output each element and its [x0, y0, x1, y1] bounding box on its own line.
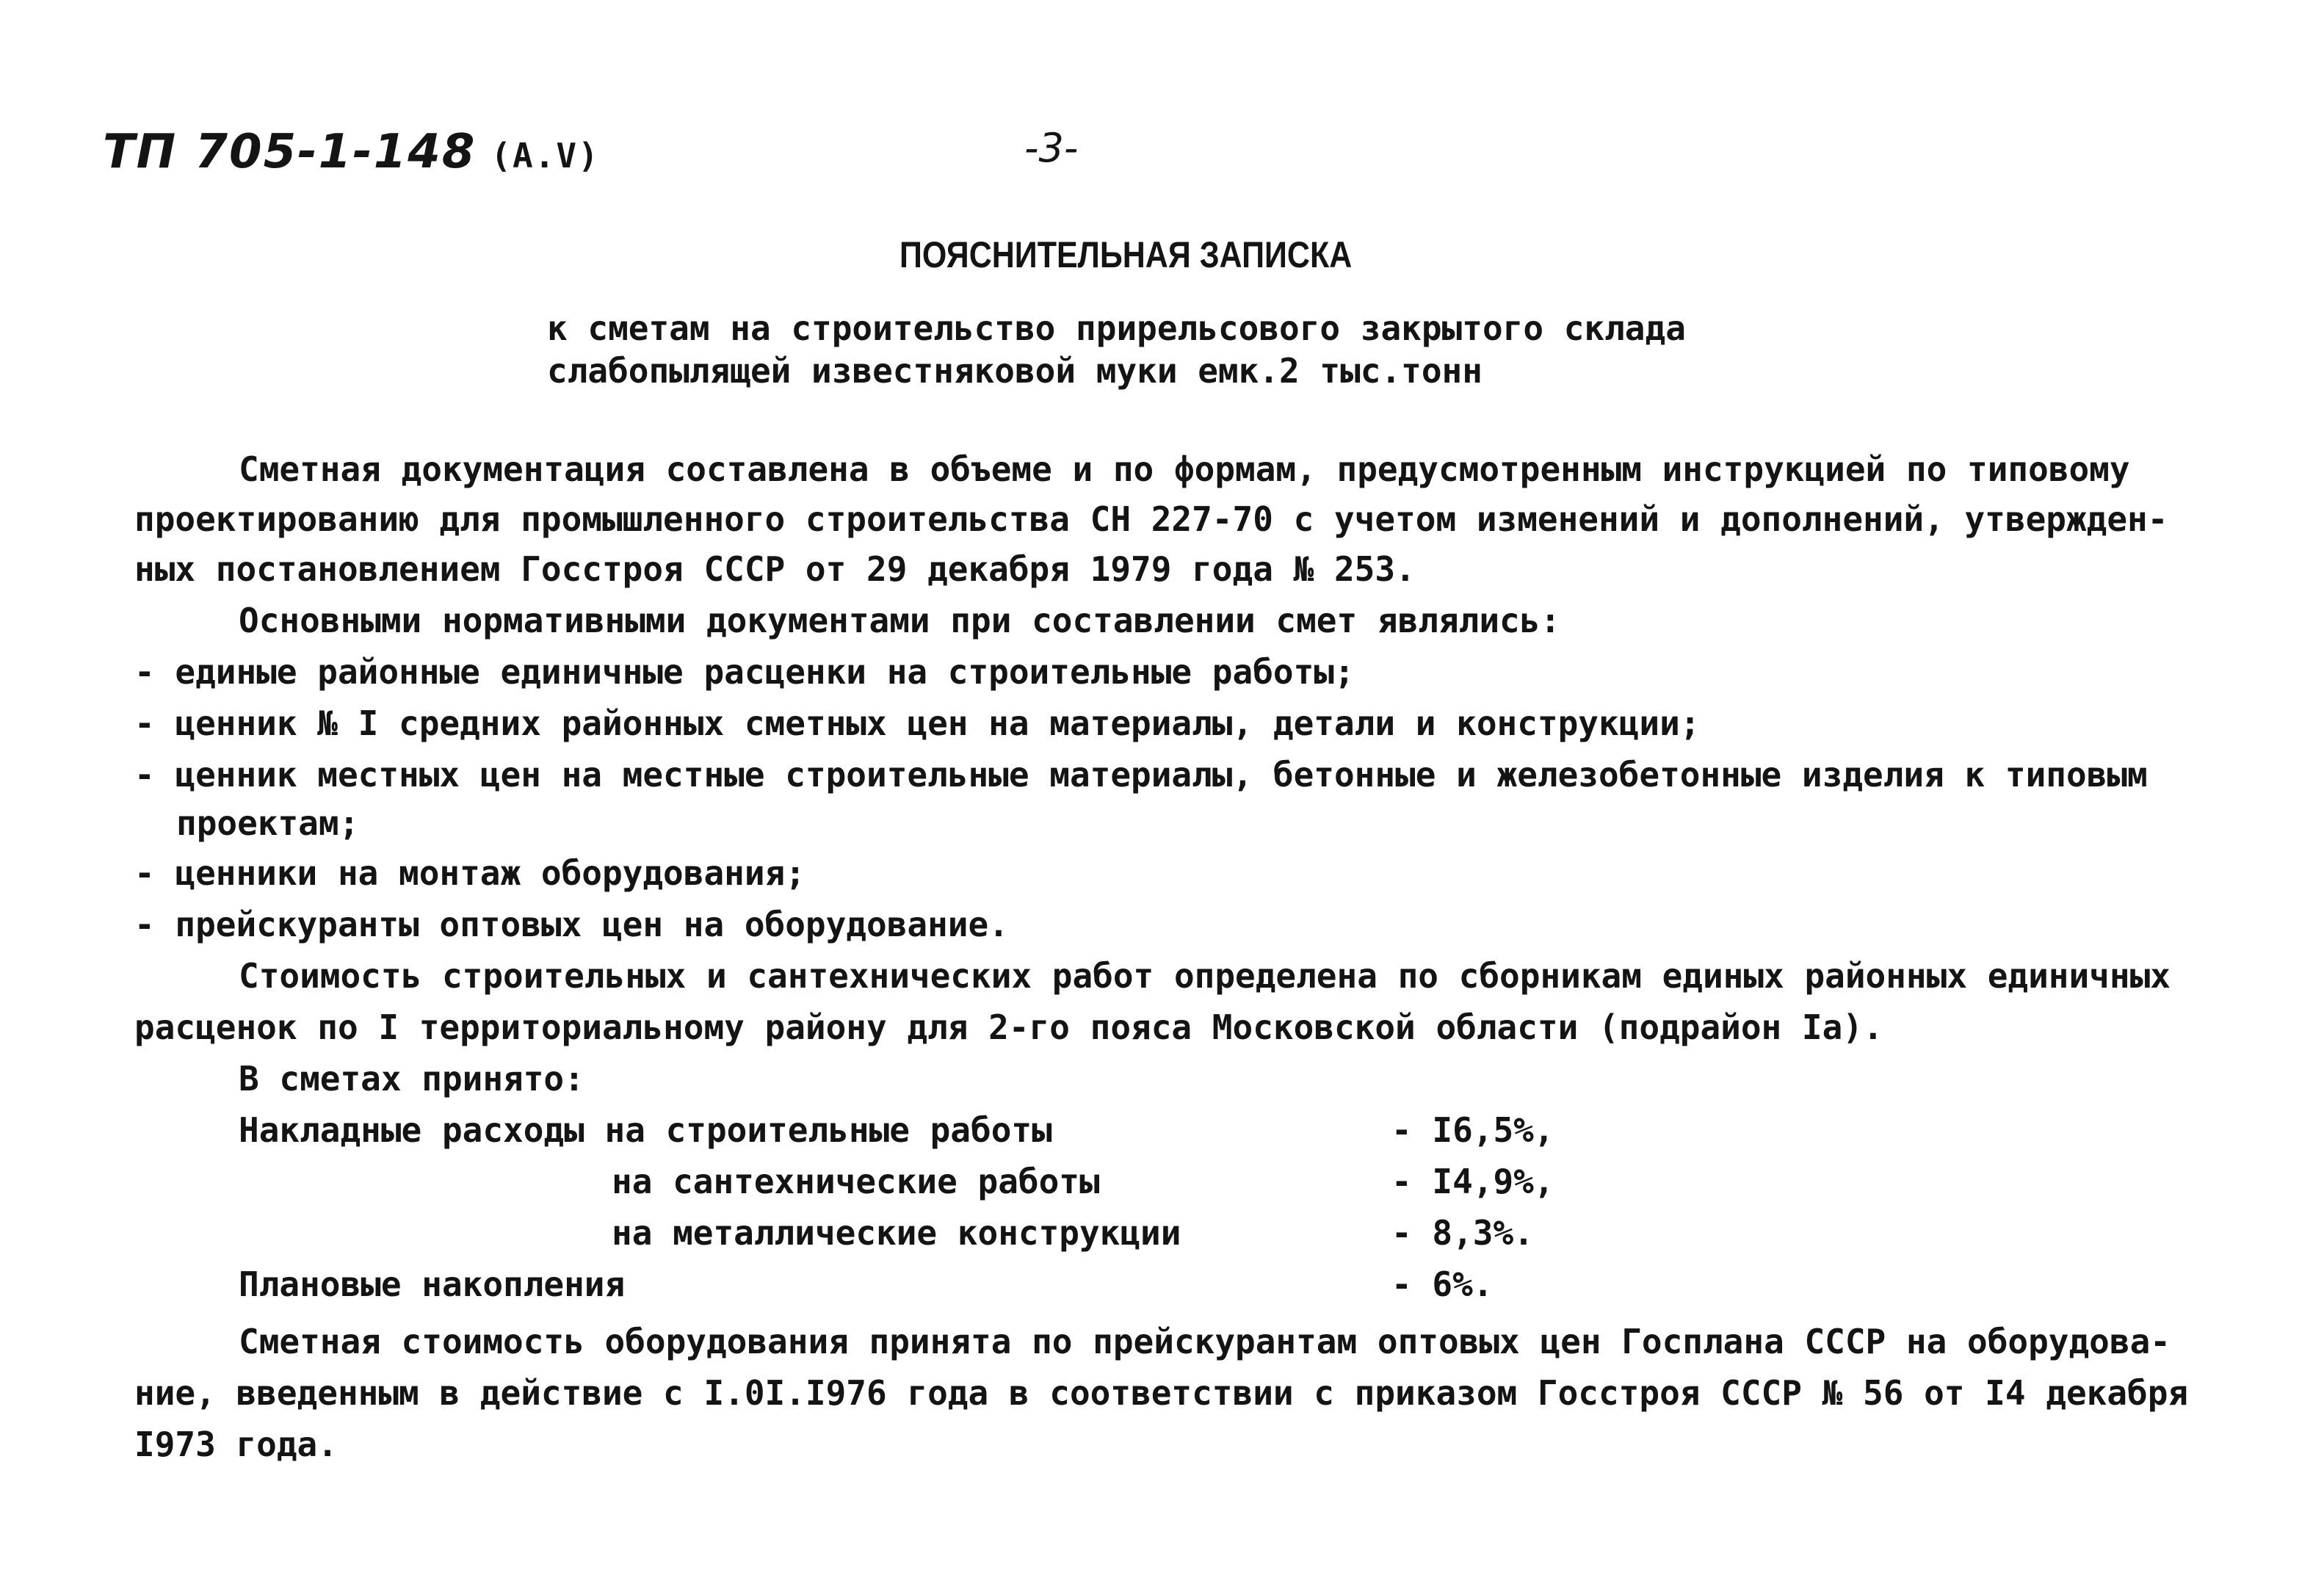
- subtitle-line-1: к сметам на строительство прирельсового закрытого склада: [547, 308, 1686, 348]
- bullet-item: - ценники на монтаж оборудования;: [134, 853, 806, 893]
- paragraph-5-line-3: I973 года.: [134, 1425, 338, 1464]
- document-title: ПОЯСНИТЕЛЬНАЯ ЗАПИСКА: [899, 234, 1353, 275]
- bullet-item-continuation: проектам;: [176, 803, 360, 843]
- paragraph-2: Основными нормативными документами при составлении смет являлись:: [239, 601, 1561, 640]
- paragraph-1-line-3: ных постановлением Госстроя СССР от 29 декабря 1979 года № 253.: [134, 549, 1416, 589]
- doc-version: (A.V): [490, 136, 600, 175]
- paragraph-1-line-1: Сметная документация составлена в объеме и по формам, предусмотренным инструкцией по типовому: [239, 449, 2130, 489]
- bullet-item: - прейскуранты оптовых цен на оборудование.: [134, 905, 1009, 944]
- rate-value-overhead-construction: - I6,5%,: [1391, 1110, 1554, 1150]
- rate-value-overhead-metal: - 8,3%.: [1391, 1213, 1534, 1253]
- paragraph-3-line-1: Стоимость строительных и сантехнических работ определена по сборникам единых районных единичных: [239, 956, 2171, 996]
- paragraph-3-line-2: расценок по I территориальному району для 2-го пояса Московской области (подрайон Iа).: [134, 1007, 1883, 1047]
- rates-intro: В сметах принято:: [239, 1059, 584, 1099]
- bullet-item: - ценник местных цен на местные строительные материалы, бетонные и железобетонные изделия к типовым: [134, 755, 2148, 795]
- paragraph-5-line-2: ние, введенным в действие с I.0I.I976 года в соответствии с приказом Госстроя СССР № 56 от I4 декабря: [134, 1373, 2189, 1413]
- bullet-item: - ценник № I средних районных сметных цен на материалы, детали и конструкции;: [134, 703, 1701, 743]
- rate-label-overhead-sanitary: на сантехнические работы: [612, 1162, 1100, 1201]
- doc-code: ТП 705-1-148: [103, 125, 477, 179]
- rate-value-planned-savings: - 6%.: [1391, 1264, 1494, 1304]
- rate-value-overhead-sanitary: - I4,9%,: [1391, 1162, 1554, 1201]
- document-subtitle: [547, 307, 1686, 392]
- bullet-item: - единые районные единичные расценки на строительные работы;: [134, 652, 1355, 692]
- rate-label-overhead-construction: Накладные расходы на строительные работы: [239, 1110, 1052, 1150]
- document-code: [103, 125, 600, 179]
- rate-label-overhead-metal: на металлические конструкции: [612, 1213, 1181, 1253]
- page-number: -3-: [1024, 125, 1079, 171]
- paragraph-5-line-1: Сметная стоимость оборудования принята по прейскурантам оптовых цен Госплана СССР на оборудова-: [239, 1322, 2171, 1361]
- subtitle-line-2: слабопылящей известняковой муки емк.2 тыс.тонн: [547, 351, 1483, 391]
- paragraph-1-line-2: проектированию для промышленного строительства СН 227-70 с учетом изменений и дополнений, утвержден-: [134, 499, 2168, 539]
- rate-label-planned-savings: Плановые накопления: [239, 1264, 626, 1304]
